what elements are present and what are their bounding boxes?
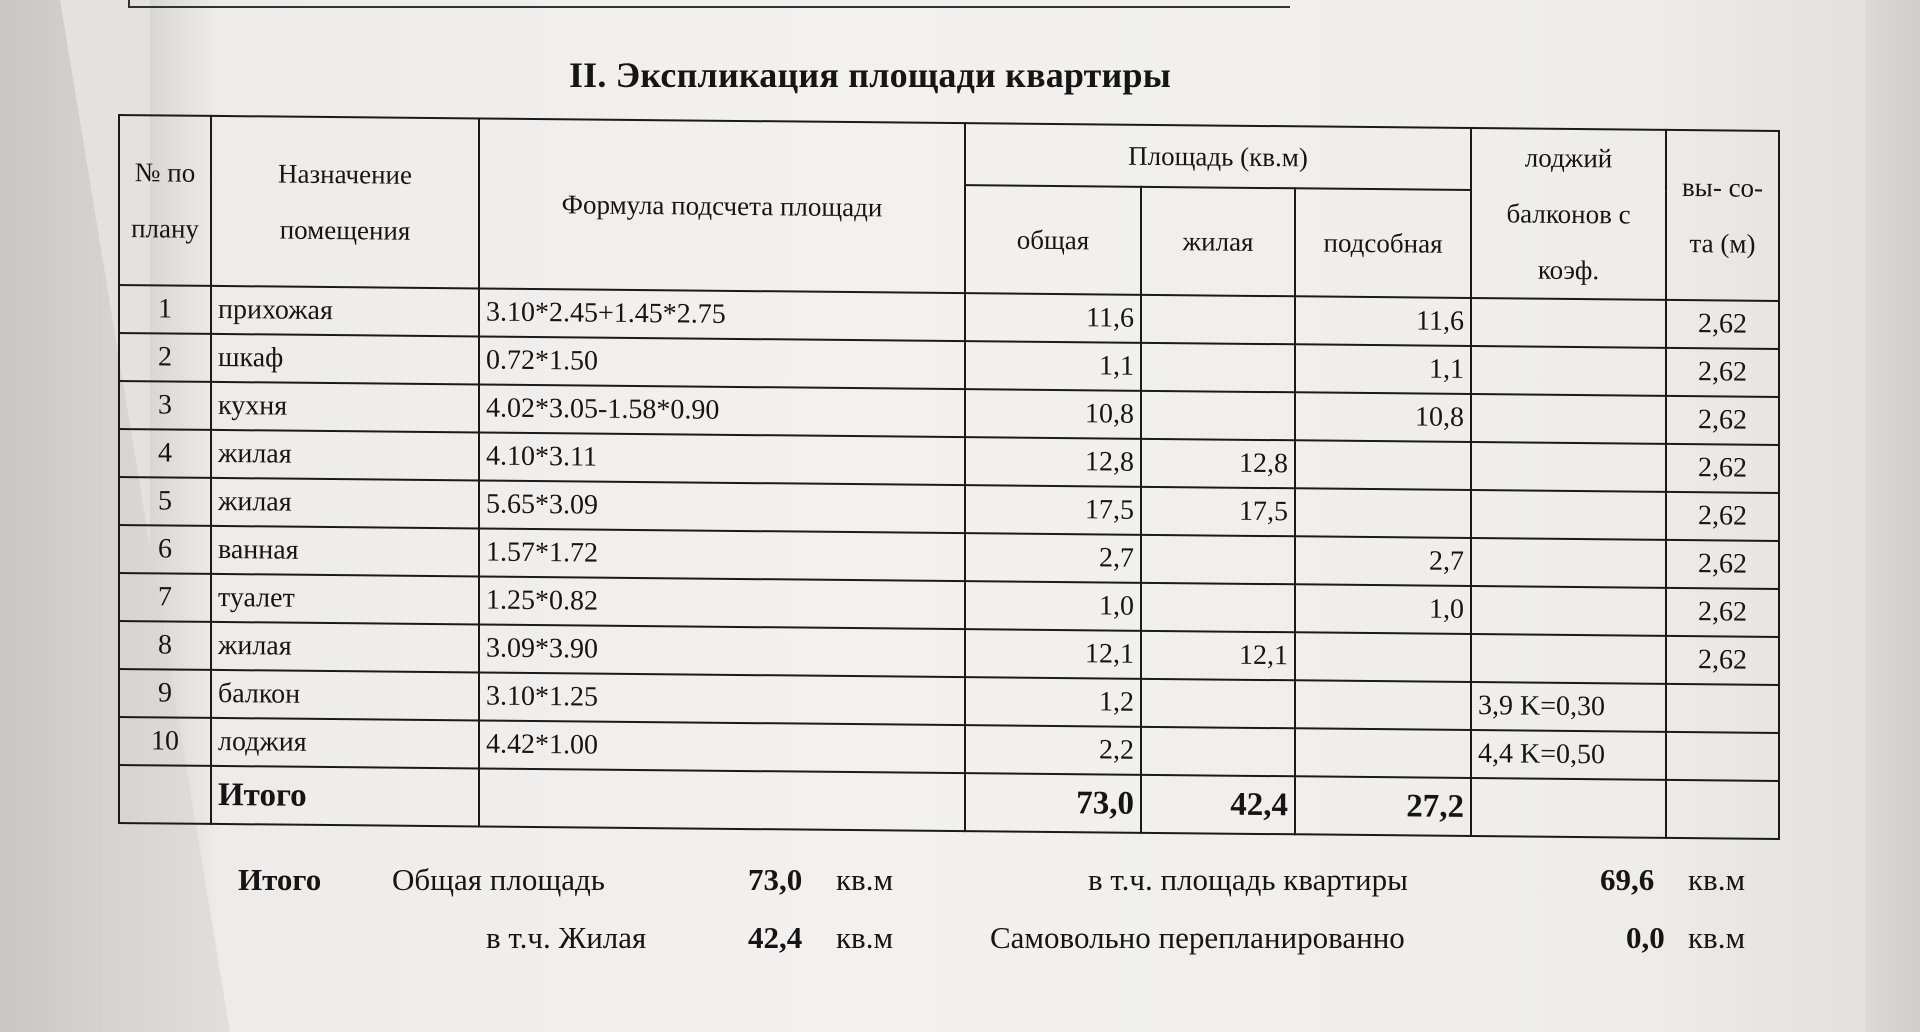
cell-aux bbox=[1295, 440, 1471, 490]
cell-aux: 1,1 bbox=[1295, 344, 1471, 394]
summary-replanned-label: Самовольно перепланированно bbox=[990, 920, 1405, 955]
summary-total-area-value: 73,0 bbox=[748, 862, 803, 897]
header-area-auxiliary: подсобная bbox=[1295, 188, 1471, 298]
explication-table-wrap bbox=[118, 114, 1778, 840]
cell-living bbox=[1141, 679, 1295, 728]
summary-total-area-unit: кв.м bbox=[836, 862, 894, 897]
cell-name: шкаф bbox=[211, 334, 479, 385]
cell-living bbox=[1141, 343, 1295, 392]
cell-living bbox=[1141, 391, 1295, 440]
cell-balcony bbox=[1471, 442, 1666, 492]
totals-label: Итого bbox=[211, 766, 479, 827]
cell-height: 2,62 bbox=[1666, 588, 1779, 637]
cell-total: 12,1 bbox=[965, 629, 1141, 679]
cell-no: 2 bbox=[119, 333, 211, 382]
cell-total: 17,5 bbox=[965, 485, 1141, 535]
cell-no: 7 bbox=[119, 573, 211, 622]
cell-balcony bbox=[1471, 490, 1666, 540]
header-purpose: Назначение помещения bbox=[211, 116, 479, 289]
header-plan-no: № по плану bbox=[119, 115, 211, 286]
cell-aux: 2,7 bbox=[1295, 536, 1471, 586]
cell-total: 1,0 bbox=[965, 581, 1141, 631]
cell-balcony bbox=[1471, 346, 1666, 396]
cell-no: 9 bbox=[119, 669, 211, 718]
summary-total-area-label: Общая площадь bbox=[392, 862, 605, 897]
cell-height bbox=[1666, 780, 1779, 839]
cell-name: лоджия bbox=[211, 718, 479, 769]
cell-living bbox=[1141, 583, 1295, 632]
cell-no: 10 bbox=[119, 717, 211, 766]
summary-apartment-area-value: 69,6 bbox=[1600, 862, 1655, 897]
cell-balcony bbox=[1471, 538, 1666, 588]
summary-apartment-area-unit: кв.м bbox=[1688, 862, 1746, 897]
cell-formula bbox=[479, 768, 965, 831]
cell-balcony bbox=[1471, 778, 1666, 838]
summary-living-label: в т.ч. Жилая bbox=[486, 920, 647, 955]
cell-no: 1 bbox=[119, 285, 211, 334]
cell-no: 8 bbox=[119, 621, 211, 670]
summary-living-unit: кв.м bbox=[836, 920, 894, 955]
cell-total: 10,8 bbox=[965, 389, 1141, 439]
cell-aux bbox=[1295, 728, 1471, 778]
cell-name: жилая bbox=[211, 478, 479, 529]
cell-name: жилая bbox=[211, 622, 479, 673]
summary-replanned-unit: кв.м bbox=[1688, 920, 1746, 955]
cell-no: 3 bbox=[119, 381, 211, 430]
header-balcony: лоджий балконов с коэф. bbox=[1471, 128, 1666, 300]
cell-balcony bbox=[1471, 394, 1666, 444]
cell-height: 2,62 bbox=[1666, 348, 1779, 397]
cell-height bbox=[1666, 732, 1779, 781]
cell-no: 6 bbox=[119, 525, 211, 574]
cell-aux bbox=[1295, 488, 1471, 538]
summary-itogo: Итого bbox=[238, 862, 322, 897]
cell-no: 4 bbox=[119, 429, 211, 478]
cell-living bbox=[1141, 727, 1295, 776]
totals-aux: 27,2 bbox=[1295, 776, 1471, 836]
cell-formula: 3.09*3.90 bbox=[479, 624, 965, 677]
header-height: вы- со- та (м) bbox=[1666, 130, 1779, 301]
cell-living bbox=[1141, 295, 1295, 344]
cell-height: 2,62 bbox=[1666, 444, 1779, 493]
cell-total: 11,6 bbox=[965, 293, 1141, 343]
header-area-living: жилая bbox=[1141, 186, 1295, 296]
cell-living bbox=[1141, 535, 1295, 584]
cell-name: кухня bbox=[211, 382, 479, 433]
cell-balcony: 3,9 K=0,30 bbox=[1471, 682, 1666, 732]
header-formula: Формула подсчета площади bbox=[479, 118, 965, 293]
cell-living: 17,5 bbox=[1141, 487, 1295, 536]
top-frame-line bbox=[128, 0, 1290, 8]
explication-table bbox=[118, 114, 1780, 840]
cell-balcony bbox=[1471, 298, 1666, 348]
cell-formula: 3.10*2.45+1.45*2.75 bbox=[479, 288, 965, 341]
summary-living-value: 42,4 bbox=[748, 920, 803, 955]
cell-height: 2,62 bbox=[1666, 492, 1779, 541]
cell-aux bbox=[1295, 680, 1471, 730]
cell-name: туалет bbox=[211, 574, 479, 625]
cell-no bbox=[119, 765, 211, 824]
summary-replanned-value: 0,0 bbox=[1626, 920, 1665, 955]
document-title: II. Экспликация площади квартиры bbox=[568, 55, 1172, 95]
cell-living: 12,1 bbox=[1141, 631, 1295, 680]
cell-height bbox=[1666, 684, 1779, 733]
cell-formula: 3.10*1.25 bbox=[479, 672, 965, 725]
cell-total: 2,7 bbox=[965, 533, 1141, 583]
cell-no: 5 bbox=[119, 477, 211, 526]
cell-name: ванная bbox=[211, 526, 479, 577]
cell-formula: 4.42*1.00 bbox=[479, 720, 965, 773]
cell-total: 1,2 bbox=[965, 677, 1141, 727]
cell-formula: 1.25*0.82 bbox=[479, 576, 965, 629]
cell-living: 12,8 bbox=[1141, 439, 1295, 488]
totals-living: 42,4 bbox=[1141, 775, 1295, 834]
right-page-edge bbox=[1865, 0, 1920, 1032]
cell-balcony bbox=[1471, 586, 1666, 636]
cell-formula: 4.10*3.11 bbox=[479, 432, 965, 485]
cell-name: прихожая bbox=[211, 286, 479, 337]
cell-balcony: 4,4 K=0,50 bbox=[1471, 730, 1666, 780]
cell-height: 2,62 bbox=[1666, 396, 1779, 445]
cell-aux: 11,6 bbox=[1295, 296, 1471, 346]
cell-total: 2,2 bbox=[965, 725, 1141, 775]
cell-total: 12,8 bbox=[965, 437, 1141, 487]
cell-aux: 10,8 bbox=[1295, 392, 1471, 442]
cell-name: жилая bbox=[211, 430, 479, 481]
header-area-total: общая bbox=[965, 185, 1141, 295]
cell-balcony bbox=[1471, 634, 1666, 684]
cell-formula: 0.72*1.50 bbox=[479, 336, 965, 389]
cell-formula: 5.65*3.09 bbox=[479, 480, 965, 533]
cell-total: 1,1 bbox=[965, 341, 1141, 391]
totals-total: 73,0 bbox=[965, 773, 1141, 833]
cell-name: балкон bbox=[211, 670, 479, 721]
cell-height: 2,62 bbox=[1666, 300, 1779, 349]
cell-aux: 1,0 bbox=[1295, 584, 1471, 634]
summary-apartment-area-label: в т.ч. площадь квартиры bbox=[1088, 862, 1408, 897]
cell-height: 2,62 bbox=[1666, 540, 1779, 589]
header-area: Площадь (кв.м) bbox=[965, 123, 1471, 189]
cell-height: 2,62 bbox=[1666, 636, 1779, 685]
cell-aux bbox=[1295, 632, 1471, 682]
cell-formula: 1.57*1.72 bbox=[479, 528, 965, 581]
cell-formula: 4.02*3.05-1.58*0.90 bbox=[479, 384, 965, 437]
